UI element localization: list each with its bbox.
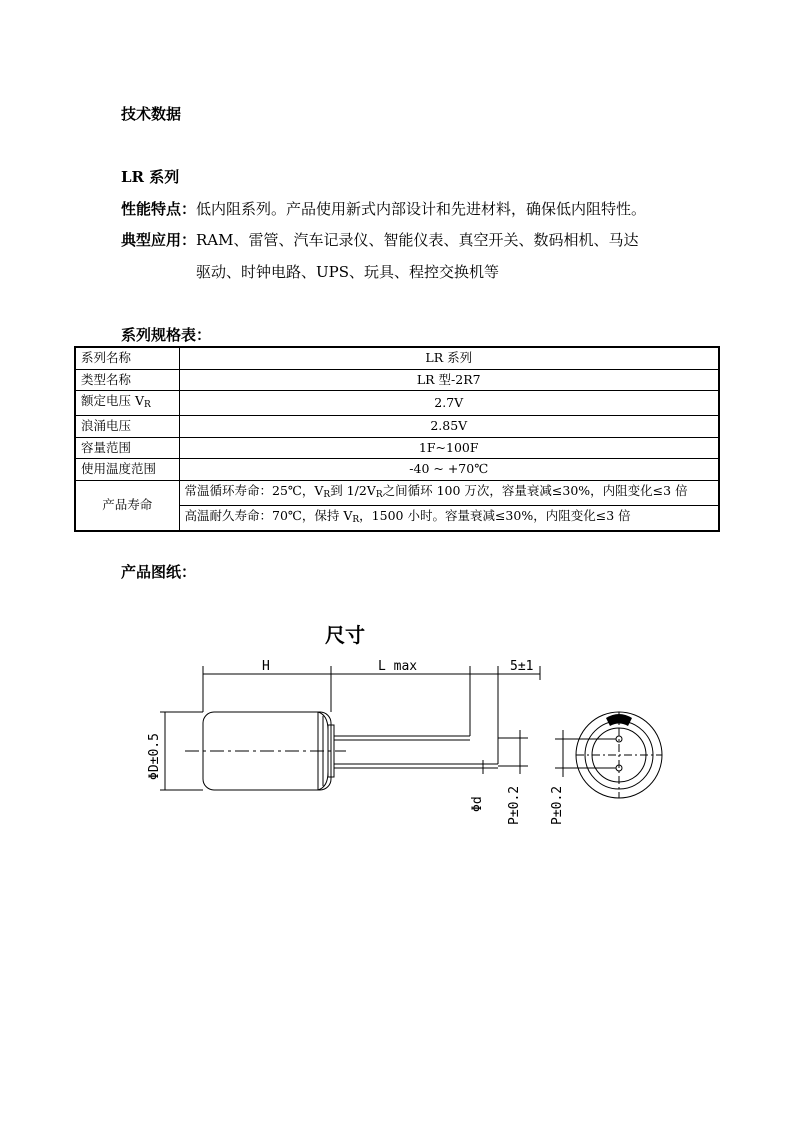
row-value: LR 系列 — [179, 347, 719, 369]
dim-pitch-2-label: P±0.2 — [550, 785, 565, 825]
row-label: 容量范围 — [75, 437, 179, 459]
spec-title: 系列规格表： — [121, 326, 212, 344]
drawing-title-label: 尺寸 — [325, 623, 365, 647]
table-row — [75, 437, 719, 459]
row-label: 浪涌电压 — [75, 416, 179, 438]
dim-lead-dia-label: Φd — [470, 796, 485, 812]
table-row — [75, 480, 719, 505]
features-label: 性能特点： — [121, 200, 197, 218]
row-label: 使用温度范围 — [75, 459, 179, 481]
row-value: LR 型-2R7 — [179, 369, 719, 391]
table-row — [75, 391, 719, 416]
life-label: 产品寿命 — [75, 480, 179, 531]
drawing-title: 产品图纸： — [121, 563, 197, 581]
row-value: 2.85V — [179, 416, 719, 438]
series-title: LR 系列 — [121, 168, 180, 186]
dim-h-label: H — [262, 659, 270, 674]
dim-l-label: L max — [378, 659, 418, 674]
features-line — [121, 198, 646, 219]
table-row — [75, 459, 719, 481]
dim-pitch-1-label: P±0.2 — [507, 785, 522, 825]
row-label: 类型名称 — [75, 369, 179, 391]
row-label: 系列名称 — [75, 347, 179, 369]
life-line-2: 高温耐久寿命：70℃，保持 $V_R$，1500 小时。容量衰减≤30%，内阻变化≤3 倍 — [179, 505, 719, 531]
spec-table — [74, 346, 720, 532]
section-title: 技术数据 — [121, 105, 182, 123]
dim-diameter-label: ΦD±0.5 — [147, 733, 162, 780]
features-text: 低内阻系列。产品使用新式内部设计和先进材料，确保低内阻特性。 — [196, 200, 647, 218]
life-line-1: 常温循环寿命：25℃，$V_R$到 $1/2V_R$之间循环 100 万次，容量衰减≤30%，内阻变化≤3 倍 — [179, 480, 719, 505]
applications-line — [121, 229, 639, 250]
applications-label: 典型应用： — [121, 231, 197, 249]
applications-text-2: 驱动、时钟电路、UPS、玩具、程控交换机等 — [196, 263, 500, 281]
capacitor-drawing — [0, 600, 794, 840]
row-label: 额定电压 $V_R$ — [75, 391, 179, 416]
row-value: 2.7V — [179, 391, 719, 416]
table-row — [75, 416, 719, 438]
row-value: 1F~100F — [179, 437, 719, 459]
applications-text-1: RAM、雷管、汽车记录仪、智能仪表、真空开关、数码相机、马达 — [196, 231, 639, 249]
table-row — [75, 347, 719, 369]
row-value: -40 ~ +70℃ — [179, 459, 719, 481]
table-row — [75, 369, 719, 391]
dim-lead-label: 5±1 — [510, 659, 534, 674]
